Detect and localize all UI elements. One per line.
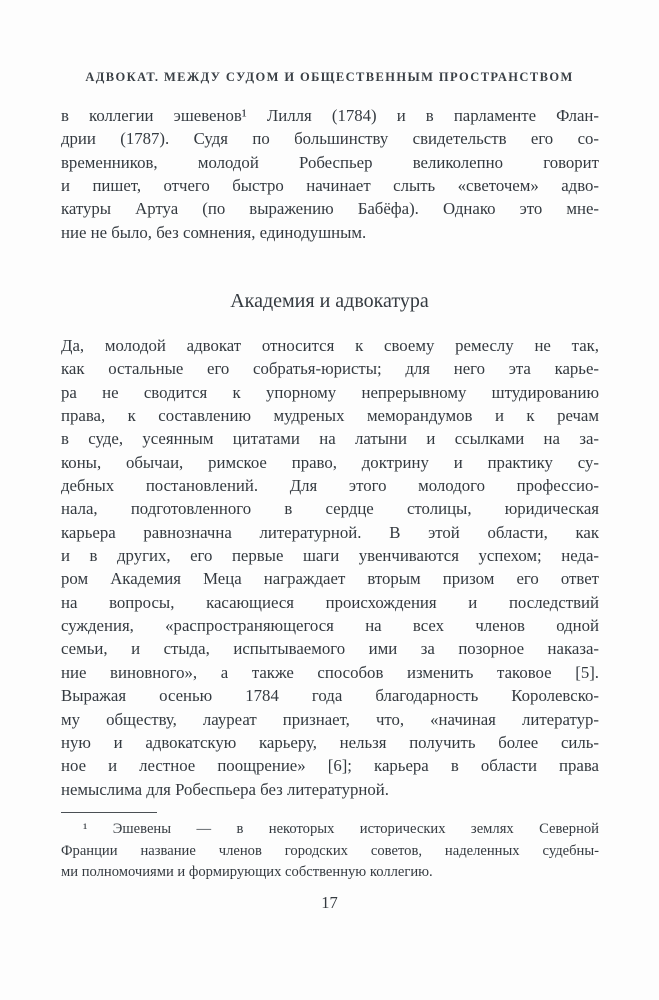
text-line: временников, молодой Робеспьер великолепно говорит: [61, 152, 599, 172]
text-line: дебных постановлений. Для этого молодого профессио-: [61, 476, 599, 496]
text-line: карьера равнозначна литературной. В этой области, как: [61, 522, 599, 542]
footnote: [61, 819, 599, 884]
text-line: ми полномочиями и формирующих собственную коллегию.: [61, 864, 433, 881]
text-line: ное и лестное поощрение» [6]; карьера в области права: [61, 756, 599, 776]
text-line: и в других, его первые шаги увенчиваются успехом; неда-: [61, 546, 599, 566]
text-line: ром Академия Меца награждает вторым призом его ответ: [61, 569, 599, 589]
text-line: нала, подготовленного в сердце столицы, юридическая: [61, 499, 599, 519]
text-line: на вопросы, касающиеся происхождения и последствий: [61, 592, 599, 612]
text-line: Да, молодой адвокат относится к своему ремеслу не так,: [61, 336, 599, 355]
text-line: ние виновного», а также способов изменить таковое [5].: [61, 662, 599, 682]
text-line: и пишет, отчего быстро начинает слыть «светочем» адво-: [61, 176, 599, 196]
text-line: в суде, усеянным цитатами на латыни и ссылками на за-: [61, 429, 599, 449]
text-line: Выражая осенью 1784 года благодарность Королевско-: [61, 686, 599, 706]
text-line: права, к составлению мудреных меморандумов и к речам: [61, 406, 599, 426]
text-line: му обществу, лауреат признает, что, «начиная литератур-: [61, 709, 599, 729]
text-line: суждения, «распространяющегося на всех членов одной: [61, 616, 599, 636]
text-line: ную и адвокатскую карьеру, нельзя получить более силь-: [61, 732, 599, 752]
text-line: ¹ Эшевены — в некоторых исторических землях Северной: [83, 821, 599, 837]
paragraph-continuation: [61, 104, 599, 244]
text-line: катуры Артуа (по выражению Бабёфа). Однако это мне-: [61, 199, 599, 219]
text-line: Франции название членов городских советов, наделенных судебны-: [61, 842, 599, 859]
paragraph-body: [61, 334, 599, 801]
text-line: ние не было, без сомнения, единодушным.: [61, 222, 367, 242]
text-line: как остальные его собратья-юристы; для него эта карье-: [61, 359, 599, 379]
text-line: ра не сводится к упорному непрерывному штудированию: [61, 382, 599, 402]
running-header: АДВОКАТ. МЕЖДУ СУДОМ И ОБЩЕСТВЕННЫМ ПРОСТРАНСТВОМ: [85, 70, 574, 84]
text-line: семьи, и стыда, испытываемого ими за позорное наказа-: [61, 639, 599, 659]
text-line: в коллегии эшевенов¹ Лилля (1784) и в парламенте Флан-: [61, 106, 599, 125]
text-line: дрии (1787). Судя по большинству свидетельств его со-: [61, 129, 599, 149]
text-line: немыслима для Робеспьера без литературной.: [61, 779, 389, 799]
footnote-divider: [61, 812, 157, 813]
page-number: 17: [321, 893, 338, 912]
section-heading: Академия и адвокатура: [230, 290, 429, 312]
text-line: коны, обычаи, римское право, доктрину и практику су-: [61, 452, 599, 472]
